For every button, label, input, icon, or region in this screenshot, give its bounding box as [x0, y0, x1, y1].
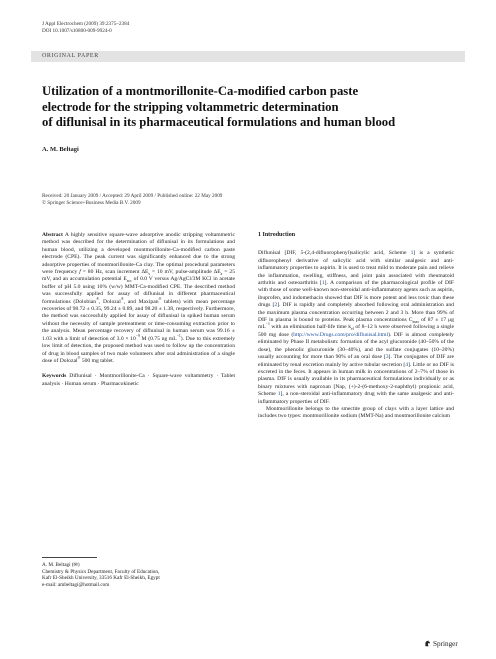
title-line: of diflunisal in its pharmaceutical formulations and human blood: [42, 115, 396, 130]
intro-text: Diflunisal [DIF, 5-(2,4-difluorophenyl)salicylic acid, Scheme: [258, 250, 411, 257]
left-column: [42, 232, 235, 388]
abstract-sub: s: [148, 272, 150, 277]
abstract-var: f: [79, 269, 81, 276]
springer-horse-icon: [424, 640, 431, 647]
keywords: [42, 373, 235, 388]
registered-mark: ®: [77, 356, 81, 361]
registered-mark: ®: [96, 296, 99, 301]
intro-text: ]. Little or no DIF is excreted in the feces. It appears in human milk in concentrations of 2–7% of those in plasma. DIF is usually available in its pharmaceutical formulations individually or as binary mixtures with naproxan [Nap, (+)-2-(6-methoxy-2-naphthyl) propionic acid, Scheme: [258, 361, 454, 398]
intro-text: of 87 ± 17 μg mL: [258, 317, 454, 331]
intro-text: ] is a synthetic difluorophenyl derivative of salicylic acid with similar analgesic and anti-inflammatory properties to aspirin. It is used to treat mild to moderate pain and relieve the inflammation, swelling, stiffness, and joint pain associated with rheumatoid arthritis and osteoarthritis [: [258, 250, 454, 287]
registered-mark: ®: [158, 296, 162, 301]
citation-link[interactable]: 2: [274, 302, 278, 309]
scheme-link[interactable]: 1: [277, 391, 281, 398]
abstract-sup: −9: [135, 333, 140, 338]
paper-title: [42, 84, 482, 131]
abstract-text: = 10 mV, pulse-amplitude ΔE: [149, 269, 221, 276]
abstract-heading: Abstract: [42, 232, 63, 238]
abstract-sub: a: [220, 272, 223, 277]
publisher-logo: [424, 640, 458, 648]
keywords-heading: Keywords: [42, 373, 67, 380]
abstract-text: 500 mg tablet.: [80, 357, 115, 364]
abstract-text: A highly sensitive square-wave adsorptive anodic stripping voltammetric method was described for the determination of diflunisal in its formulations and human blood, utilizing a developed montmorillonite-Ca-modified carbon paste electrode (CPE). The peak current was significantly enhanced due to the strong adsorptive properties of montmorillonite-Ca clay. The optimal procedural parameters were frequency: [42, 232, 235, 276]
abstract-text: , Dolozal: [98, 298, 121, 305]
intro-paragraph: [258, 406, 454, 421]
author-affiliation: [42, 562, 160, 588]
affiliation-name: A. M. Beltagi (✉): [42, 562, 80, 568]
intro-text: of 8–12 h were observed following a single 500 mg dose (: [258, 324, 454, 338]
intro-text: ]. The conjugates of DIF are eliminated by renal excretion mainly by active tubular secretion [: [258, 354, 454, 368]
affiliation-dept: Chemistry & Physics Department, Faculty of Education,: [42, 568, 160, 575]
abstract-text: M (0.75 ng mL: [139, 335, 177, 342]
intro-text: with an elimination half-life time k: [269, 324, 352, 331]
journal-citation-text: J Appl Electrochem (2009) 39:2375–2384: [42, 21, 130, 27]
citation-link[interactable]: 4: [405, 361, 409, 368]
author-name: A. M. Beltagi: [42, 146, 79, 153]
intro-text: Montmorillonite belongs to the smectite group of clays with a layer lattice and includes two types: montmorillonite sodium (MMT-Na) and montmorillonite calcium: [258, 405, 454, 420]
copyright-line: © Springer Science+Business Media B.V. 2009: [42, 199, 141, 206]
abstract-text: ). Due to this extremely low limit of detection, the proposed method was used to follow up the concentration of drug in blood samples of two male volunteers after oral administration of a single dose of Dolozal: [42, 335, 236, 364]
journal-citation: [42, 21, 129, 34]
publisher-name: Springer: [433, 640, 458, 648]
intro-text: ]. A comparison of the pharmacological profile of DIF with those of some well-known non-steroidal anti-inflammatory agents such as aspirin, ibuprofen, and indomethacin showed that DIF is more potent and less toxic than these drugs [: [258, 280, 454, 309]
intro-sub: el: [351, 327, 354, 332]
url-link[interactable]: http://www.Drugs.com/pro/diflunisal.html: [293, 331, 389, 338]
citation-link[interactable]: 3: [385, 354, 389, 361]
abstract-text: = 80 Hz, scan increment ΔE: [80, 269, 149, 276]
history-dates: Received: 20 January 2009 / Accepted: 29 April 2009 / Published online: 22 May 2009: [42, 193, 223, 199]
abstract-sub: acc: [126, 279, 132, 284]
section-heading: 1 Introduction: [258, 232, 296, 238]
abstract-text: tablets) with mean percentage recoveries of 98.72 ± 0.35, 99.24 ± 0.89, and 98.20 ± 1.38, respectively. Furthermore, the method was successfully applied for assay of diflunisal in spiked human serum without the necessity of sample pretreatment or time-consuming extraction prior to the analysis. Mean percentage recovery of diflunisal in human serum was 99.16 ± 1.03 with a limit of detection of 3.0 × 10: [42, 298, 236, 342]
article-category-bar: [31, 51, 465, 62]
intro-sub: max: [412, 320, 420, 325]
right-column: [258, 232, 454, 421]
intro-text: ). DIF is almost completely eliminated by Phase II metabolism: formation of the acyl glucuronide (40–50% of the dose), the phenolic glucuronide (30–40%), and the sulfate conjugates (10–20%) usually accounting for more than 90% of an oral dose [: [258, 331, 454, 361]
article-category: ORIGINAL PAPER: [42, 53, 99, 60]
citation-link[interactable]: 1: [321, 280, 325, 287]
intro-sup: −1: [265, 322, 270, 327]
doi-text[interactable]: DOI 10.1007/s10800-009-9924-0: [42, 27, 112, 34]
scheme-link[interactable]: 1: [410, 250, 414, 257]
title-line: Utilization of a montmorillonite-Ca-modified carbon paste: [42, 84, 359, 98]
abstract-text: of 0.0 V versus Ag/AgCl/3M KCl in acetate buffer of pH 5.0 using 10% (w/w) MMT-Ca-modified CPE. The described method was successfully applied for assay of diflunisal in different pharmaceutical formulations (Dolobian: [42, 276, 235, 305]
registered-mark: ®: [120, 296, 124, 301]
footnote-divider: [42, 557, 97, 558]
title-line: electrode for the stripping voltammetric determination: [42, 99, 339, 114]
abstract-text: , and Maxipan: [123, 298, 159, 305]
abstract-text: = 25 mV, and an accumulation potential E: [42, 269, 235, 283]
intro-text: ], a non-steroidal anti-inflammatory drug with the same analgesic and anti-inflammatory properties of DIF.: [258, 391, 454, 405]
affiliation-email[interactable]: e-mail: ambeltagi@hotmail.com: [42, 581, 110, 588]
abstract: [42, 232, 235, 365]
publication-history: [42, 193, 222, 206]
keywords-text: Diflunisal · Montmorillonite-Ca · Square-wave voltammetry · Tablet analysis · Human serum · Pharmacokinetic: [42, 373, 235, 387]
intro-text: ]. DIF is rapidly and completely absorbed following oral administration and the maximum plasma concentration occurring between 2 and 3 h. More than 99% of DIF in plasma is bound to proteins. Peak plasma concentrations C: [258, 302, 454, 324]
affiliation-address: Kafr El-Sheikh University, 33516 Kafr El-Sheikh, Egypt: [42, 575, 160, 582]
intro-paragraph: [258, 250, 454, 406]
abstract-sup: −1: [176, 333, 181, 338]
